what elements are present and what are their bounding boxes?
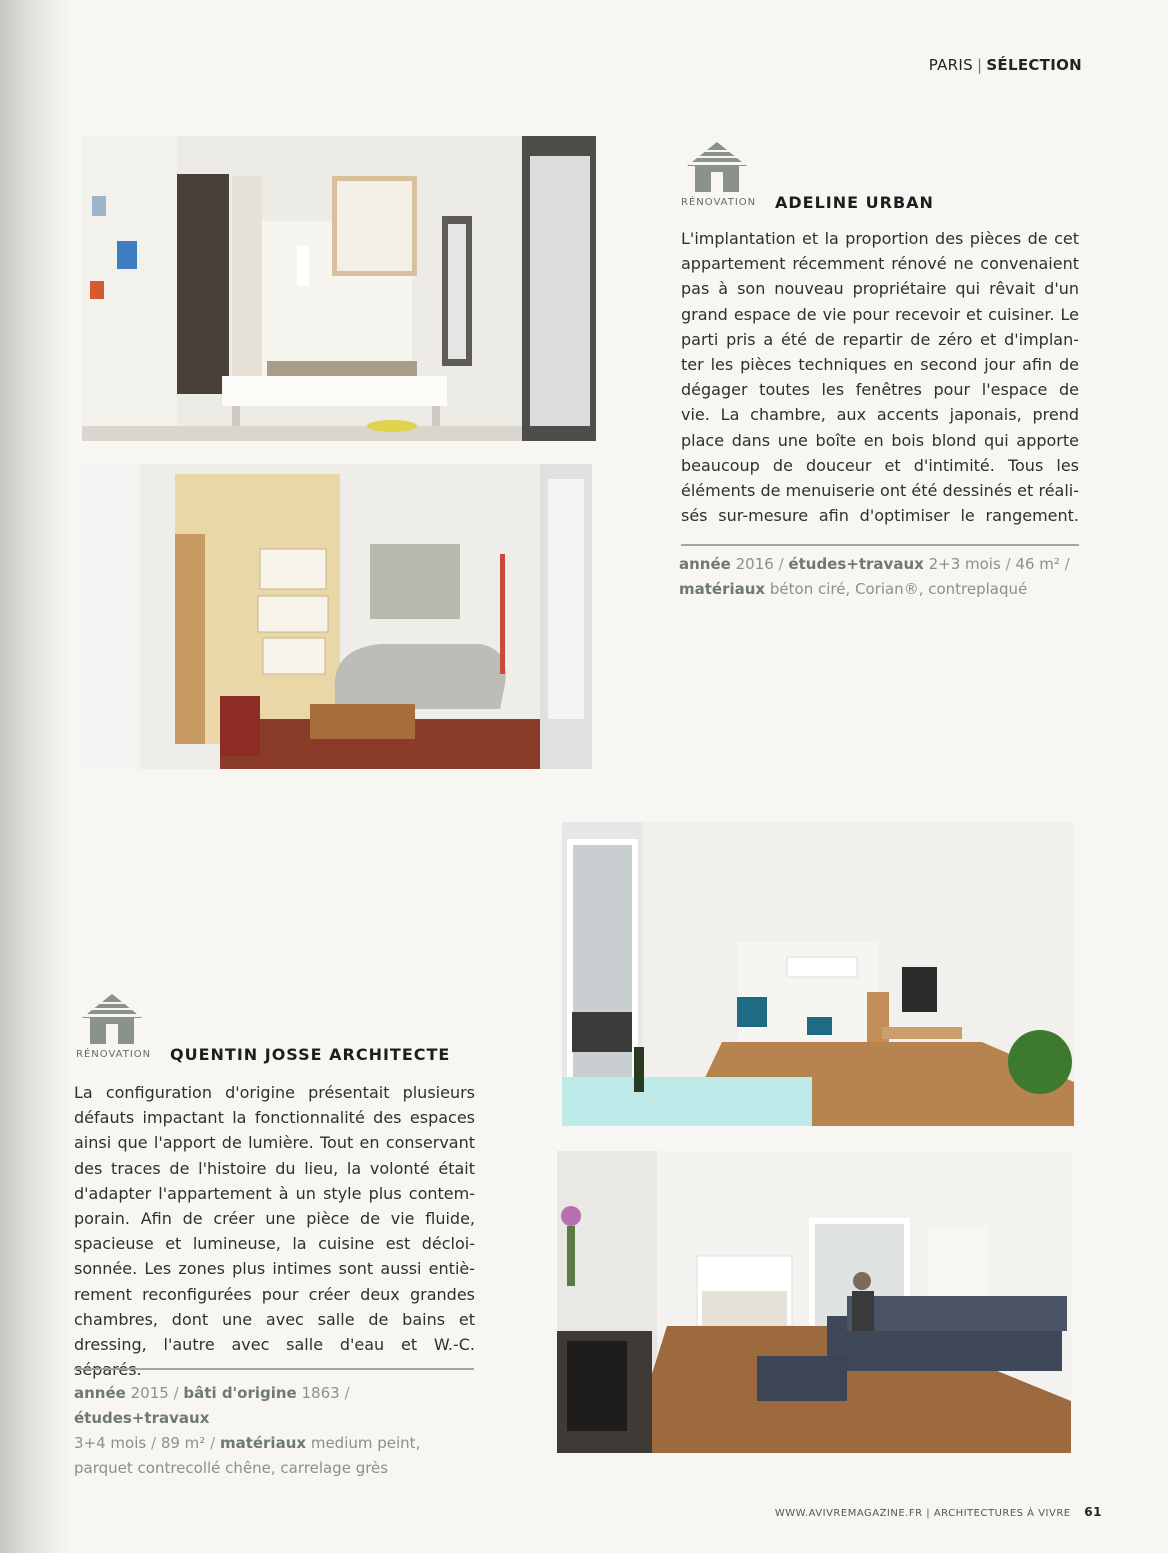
section-header (929, 56, 1082, 74)
divider-rule-1 (681, 544, 1079, 546)
body-line: porain. Afin de créer une pièce de vie fluide, (74, 1209, 475, 1229)
project2-description (74, 1080, 475, 1382)
body-line: défauts impactant la fonctionnalité des espaces (74, 1108, 475, 1128)
meta-label: année (679, 555, 731, 573)
body-line: sonnée. Les zones plus intimes sont aussi entiè- (74, 1259, 475, 1279)
renovation-badge-1 (681, 140, 771, 210)
photo-open-living-space (562, 822, 1074, 1126)
body-line: vie. La chambre, aux accents japonais, prend (681, 405, 1079, 425)
project1-description (681, 226, 1079, 528)
meta-value: 1863 (301, 1384, 340, 1402)
footer-site-link[interactable]: WWW.AVIVREMAGAZINE.FR (774, 1508, 923, 1519)
body-line: grand espace de vie pour recevoir et cuisiner. Le (681, 304, 1079, 324)
meta-value: 46 m² (1015, 555, 1060, 573)
body-line: chambres, dont une avec salle de bains et (74, 1309, 475, 1329)
body-line: parti pris a été de repartir de zéro et d'implan- (681, 329, 1079, 349)
meta-value: 2016 (735, 555, 774, 573)
renovation-badge-2 (76, 992, 166, 1062)
meta-label: année (74, 1384, 126, 1402)
page-footer: WWW.AVIVREMAGAZINE.FR | ARCHITECTURES À VIVRE 61 (774, 1505, 1102, 1519)
house-icon (80, 992, 144, 1044)
body-line: spacieuse et lumineuse, la cuisine est décloi- (74, 1234, 475, 1254)
body-line: sés sur-mesure afin d'optimiser le rangement. (681, 506, 1079, 526)
meta-label: bâti d'origine (183, 1384, 297, 1402)
body-line: des traces de l'histoire du lieu, la volonté était (74, 1158, 475, 1178)
body-line: pas à son nouveau propriétaire qui rêvait d'un (681, 279, 1079, 299)
meta-value: 89 m² (160, 1434, 206, 1452)
body-line: dégager toutes les fenêtres pour l'espace de (681, 380, 1079, 400)
header-separator: | (976, 56, 983, 74)
header-city: PARIS (928, 56, 973, 74)
studio-name-1: ADELINE URBAN (775, 193, 934, 212)
body-line: d'adapter l'appartement à un style plus contem- (74, 1183, 475, 1203)
meta-value: 3+4 mois (74, 1434, 147, 1452)
body-line: dressing, l'autre avec salle d'eau et W.-C. (74, 1335, 475, 1355)
meta-label: études+travaux (788, 555, 924, 573)
body-line: L'implantation et la proportion des pièces de cet (681, 229, 1079, 248)
body-line: rement reconfigurées pour créer deux grandes (74, 1284, 475, 1304)
category-label-2: RÉNOVATION (76, 1049, 152, 1060)
meta-value: béton ciré, Corian®, contreplaqué (769, 580, 1028, 598)
project1-meta: année 2016 / études+travaux 2+3 mois / 46 m² / matériaux béton ciré, Corian®, contreplaqué (679, 555, 1070, 598)
footer-magazine: ARCHITECTURES À VIVRE (933, 1508, 1071, 1519)
body-line: appartement récemment rénové ne convenaient (681, 254, 1079, 274)
meta-label: matériaux (679, 580, 766, 598)
project2-meta: année 2015 / bâti d'origine 1863 / études+travaux 3+4 mois / 89 m² / matériaux medium peint, parquet contrecollé chêne, carrelage grès (74, 1384, 421, 1477)
body-line: ter les pièces techniques en second jour afin de (681, 355, 1079, 375)
meta-label: études+travaux (74, 1409, 210, 1427)
category-label-1: RÉNOVATION (681, 197, 757, 208)
page-number: 61 (1084, 1505, 1102, 1519)
photo-dining-room (82, 136, 596, 441)
meta-value: medium peint, (310, 1434, 421, 1452)
header-section: SÉLECTION (986, 56, 1082, 74)
meta-label: matériaux (219, 1434, 307, 1452)
meta-value: parquet contrecollé chêne, carrelage grès (74, 1459, 389, 1477)
body-line: La configuration d'origine présentait plusieurs (74, 1083, 475, 1102)
page-spine-shadow (0, 0, 70, 1553)
body-line: beaucoup de douceur et d'intimité. Tous les (681, 455, 1079, 475)
meta-value: 2015 (130, 1384, 169, 1402)
divider-rule-2 (74, 1368, 474, 1370)
meta-value: 2+3 mois (928, 555, 1001, 573)
photo-living-room-person (557, 1151, 1071, 1453)
photo-living-room-sofa (80, 464, 592, 769)
body-line: place dans une boîte en bois blond qui apporte (681, 430, 1079, 450)
studio-name-2: QUENTIN JOSSE ARCHITECTE (170, 1045, 451, 1064)
body-line: éléments de menuiserie ont été dessinés et réali- (681, 481, 1079, 501)
house-icon (685, 140, 749, 192)
body-line: ainsi que l'apport de lumière. Tout en conservant (74, 1133, 475, 1153)
